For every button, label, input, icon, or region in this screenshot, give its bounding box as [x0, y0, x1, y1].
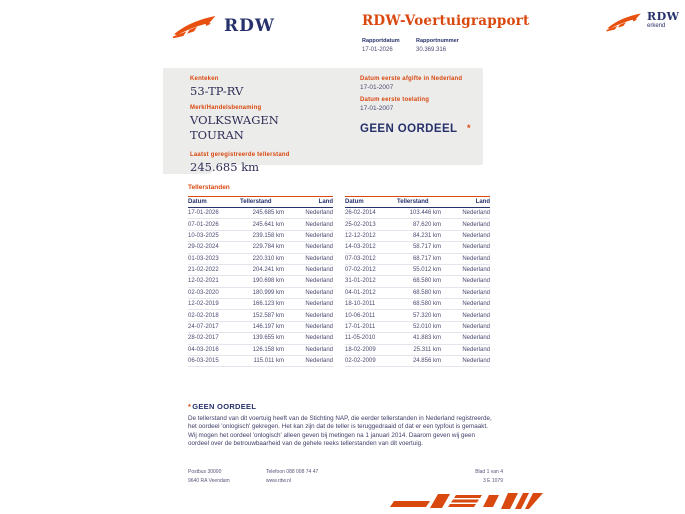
- table-row: [345, 219, 490, 230]
- cell-land: Nederland: [305, 221, 333, 228]
- cell-land: Nederland: [462, 289, 490, 296]
- cell-tellerstand: 68.580 km: [412, 301, 441, 308]
- cell-datum: 07-02-2012: [345, 267, 376, 274]
- table-row: [345, 310, 490, 321]
- table-row: [188, 288, 333, 299]
- footer-address: [188, 470, 266, 484]
- toelating-label: Datum eerste toelating: [360, 97, 430, 103]
- cell-tellerstand: 166.123 km: [252, 301, 284, 308]
- cell-land: Nederland: [462, 312, 490, 319]
- cell-datum: 04-01-2012: [345, 289, 376, 296]
- footer-page-number: Blad 1 van 4: [475, 469, 503, 475]
- table-row: [345, 288, 490, 299]
- cell-datum: 10-03-2025: [188, 232, 219, 239]
- table-row: [188, 333, 333, 344]
- report-number-label: Rapportnummer: [416, 38, 459, 44]
- tellerstanden-section: [188, 184, 490, 367]
- table-row: [345, 333, 490, 344]
- footer-website-link[interactable]: www.rdw.nl: [266, 478, 292, 484]
- cell-land: Nederland: [462, 210, 490, 217]
- footer-postbus: Postbus 30000: [188, 469, 222, 475]
- table-row: [345, 265, 490, 276]
- rdw-logo-text: RDW: [224, 16, 275, 36]
- cell-land: Nederland: [462, 301, 490, 308]
- note-asterisk: *: [188, 402, 192, 411]
- kenteken-value: 53-TP-RV: [190, 84, 244, 98]
- col-header-land: Land: [318, 199, 333, 205]
- table-body-right: [345, 208, 490, 367]
- report-number: [416, 38, 460, 53]
- note-heading: [188, 402, 495, 411]
- table-row: [188, 310, 333, 321]
- cell-datum: 07-01-2026: [188, 221, 219, 228]
- col-header-datum: Datum: [188, 199, 207, 205]
- cell-land: Nederland: [305, 267, 333, 274]
- cell-land: Nederland: [305, 244, 333, 251]
- cell-datum: 12-02-2019: [188, 301, 219, 308]
- rdw-logo: [171, 13, 275, 39]
- report-number-value: 30.369.316: [416, 47, 447, 53]
- vehicle-identity: [190, 76, 340, 175]
- table-row: [345, 242, 490, 253]
- oordeel-value: GEEN OORDEEL: [360, 123, 458, 135]
- cell-land: Nederland: [462, 221, 490, 228]
- cell-tellerstand: 68.580 km: [412, 289, 441, 296]
- rdw-flag-icon: [171, 13, 217, 39]
- table-row: [345, 208, 490, 219]
- cell-datum: 02-02-2009: [345, 358, 376, 365]
- vehicle-dates: [360, 76, 478, 135]
- table-row: [188, 265, 333, 276]
- table-row: [345, 299, 490, 310]
- merk-value-line2: TOURAN: [190, 127, 244, 142]
- table-row: [188, 345, 333, 356]
- table-row: [188, 219, 333, 230]
- tellerstanden-title: Tellerstanden: [188, 184, 230, 191]
- col-header-tellerstand: Tellerstand: [240, 199, 272, 205]
- cell-datum: 21-02-2022: [188, 267, 219, 274]
- cell-tellerstand: 229.784 km: [252, 244, 284, 251]
- cell-tellerstand: 55.012 km: [412, 267, 441, 274]
- cell-tellerstand: 68.580 km: [412, 278, 441, 285]
- cell-datum: 24-07-2017: [188, 323, 219, 330]
- cell-datum: 25-02-2013: [345, 221, 376, 228]
- cell-tellerstand: 84.231 km: [412, 232, 441, 239]
- cell-tellerstand: 245.641 km: [252, 221, 284, 228]
- footer-page-info: [475, 470, 503, 484]
- rdw-erkend-sub: erkend: [647, 23, 666, 29]
- cell-datum: 11-05-2010: [345, 335, 376, 342]
- cell-land: Nederland: [462, 278, 490, 285]
- cell-datum: 17-01-2011: [345, 323, 376, 330]
- footer-city: 9640 RA Veendam: [188, 478, 230, 484]
- cell-tellerstand: 220.310 km: [252, 255, 284, 262]
- kenteken-label: Kenteken: [190, 76, 219, 82]
- table-row: [345, 345, 490, 356]
- table-row: [345, 231, 490, 242]
- tellerstanden-table-right: [345, 196, 490, 367]
- cell-tellerstand: 126.158 km: [252, 346, 284, 353]
- cell-land: Nederland: [462, 267, 490, 274]
- cell-datum: 06-03-2015: [188, 358, 219, 365]
- cell-tellerstand: 103.446 km: [409, 210, 441, 217]
- cell-tellerstand: 25.311 km: [413, 346, 441, 353]
- cell-datum: 12-02-2021: [188, 278, 219, 285]
- cell-land: Nederland: [462, 255, 490, 262]
- table-row: [188, 208, 333, 219]
- cell-datum: 04-03-2016: [188, 346, 219, 353]
- cell-datum: 17-01-2026: [188, 210, 219, 217]
- table-row: [188, 299, 333, 310]
- cell-datum: 12-12-2012: [345, 232, 376, 239]
- cell-land: Nederland: [305, 358, 333, 365]
- cell-tellerstand: 146.197 km: [252, 323, 284, 330]
- cell-tellerstand: 239.158 km: [252, 232, 284, 239]
- footer-form-code: 3 E 1079: [482, 478, 503, 484]
- afgifte-label: Datum eerste afgifte in Nederland: [360, 76, 463, 82]
- cell-tellerstand: 24.856 km: [412, 358, 441, 365]
- page-title: RDW-Voertuigrapport: [362, 13, 530, 29]
- merk-label: Merk/Handelsbenaming: [190, 105, 262, 112]
- cell-tellerstand: 57.320 km: [412, 312, 441, 319]
- rdw-erkend-logo: [605, 11, 680, 32]
- cell-tellerstand: 190.698 km: [252, 278, 284, 285]
- cell-land: Nederland: [305, 346, 333, 353]
- geen-oordeel-note: [188, 402, 495, 448]
- cell-land: Nederland: [305, 232, 333, 239]
- cell-land: Nederland: [462, 358, 490, 365]
- col-header-datum: Datum: [345, 199, 364, 205]
- note-heading-text: GEEN OORDEEL: [192, 402, 257, 411]
- cell-tellerstand: 41.883 km: [412, 335, 441, 342]
- cell-land: Nederland: [462, 323, 490, 330]
- footer-contact: [266, 470, 376, 484]
- cell-tellerstand: 52.010 km: [412, 323, 441, 330]
- note-body: De tellerstand van dit voertuig heeft van de Stichting NAP, die eerder tellerstanden in Nederland registreerde, het oordeel 'onlogisch' gekregen. Het kan zijn dat de teller is teruggedraaid of dat er een typfout is gemaakt. Wij mogen het oordeel 'onlogisch' alleen geven bij metingen na 1 januari 2014. Daarom geven wij geen oordeel over de betrouwbaarheid van de gehele reeks tellerstanden van dit voertuig.: [188, 415, 492, 447]
- cell-datum: 28-02-2017: [188, 335, 219, 342]
- cell-datum: 02-02-2018: [188, 312, 219, 319]
- cell-land: Nederland: [305, 278, 333, 285]
- table-row: [188, 231, 333, 242]
- cell-tellerstand: 87.620 km: [412, 221, 441, 228]
- tellerstand-value: 245.685 km: [190, 160, 260, 175]
- report-date-value: 17-01-2026: [362, 47, 393, 53]
- cell-land: Nederland: [305, 335, 333, 342]
- cell-land: Nederland: [305, 312, 333, 319]
- table-row: [188, 254, 333, 265]
- cell-land: Nederland: [462, 232, 490, 239]
- cell-datum: 18-02-2009: [345, 346, 376, 353]
- cell-land: Nederland: [305, 289, 333, 296]
- cell-tellerstand: 68.717 km: [412, 255, 441, 262]
- cell-datum: 14-03-2012: [345, 244, 376, 251]
- col-header-tellerstand: Tellerstand: [397, 199, 429, 205]
- cell-tellerstand: 139.655 km: [252, 335, 284, 342]
- rdw-erkend-flag-icon: [605, 11, 642, 32]
- title-block: [362, 13, 529, 53]
- cell-land: Nederland: [305, 210, 333, 217]
- toelating-value: 17-01-2007: [360, 105, 394, 112]
- page-footer: [188, 470, 503, 484]
- speed-stripes-graphic: [372, 491, 544, 513]
- cell-datum: 10-06-2011: [345, 312, 376, 319]
- cell-tellerstand: 115.011 km: [253, 358, 284, 365]
- cell-datum: 02-03-2020: [188, 289, 219, 296]
- cell-land: Nederland: [462, 346, 490, 353]
- cell-land: Nederland: [462, 335, 490, 342]
- table-row: [188, 356, 333, 367]
- cell-land: Nederland: [305, 301, 333, 308]
- footer-phone: Telefoon 088 008 74 47: [266, 469, 319, 475]
- cell-land: Nederland: [462, 244, 490, 251]
- table-header-row: [345, 196, 490, 208]
- report-meta: [362, 38, 529, 53]
- tellerstanden-table-left: [188, 196, 333, 367]
- table-row: [345, 322, 490, 333]
- table-body-left: [188, 208, 333, 367]
- table-row: [188, 322, 333, 333]
- cell-tellerstand: 204.241 km: [252, 267, 284, 274]
- cell-datum: 18-10-2011: [345, 301, 376, 308]
- cell-tellerstand: 245.685 km: [252, 210, 284, 217]
- col-header-land: Land: [475, 199, 490, 205]
- merk-value-line1: VOLKSWAGEN: [190, 113, 279, 128]
- cell-datum: 26-02-2014: [345, 210, 376, 217]
- report-date: [362, 38, 406, 53]
- afgifte-value: 17-01-2007: [360, 84, 394, 91]
- oordeel-asterisk: *: [467, 123, 471, 133]
- table-row: [188, 242, 333, 253]
- table-row: [345, 254, 490, 265]
- table-row: [345, 356, 490, 367]
- cell-datum: 07-03-2012: [345, 255, 376, 262]
- table-row: [188, 276, 333, 287]
- tellerstand-label: Laatst geregistreerde tellerstand: [190, 152, 290, 159]
- report-date-label: Rapportdatum: [362, 38, 400, 44]
- cell-datum: 31-01-2012: [345, 278, 376, 285]
- cell-datum: 01-03-2023: [188, 255, 219, 262]
- cell-land: Nederland: [305, 323, 333, 330]
- rdw-erkend-text: RDW: [647, 10, 680, 23]
- cell-tellerstand: 152.587 km: [252, 312, 284, 319]
- cell-tellerstand: 58.717 km: [412, 244, 441, 251]
- cell-datum: 29-02-2024: [188, 244, 219, 251]
- table-header-row: [188, 196, 333, 208]
- table-row: [345, 276, 490, 287]
- cell-land: Nederland: [305, 255, 333, 262]
- cell-tellerstand: 180.999 km: [252, 289, 284, 296]
